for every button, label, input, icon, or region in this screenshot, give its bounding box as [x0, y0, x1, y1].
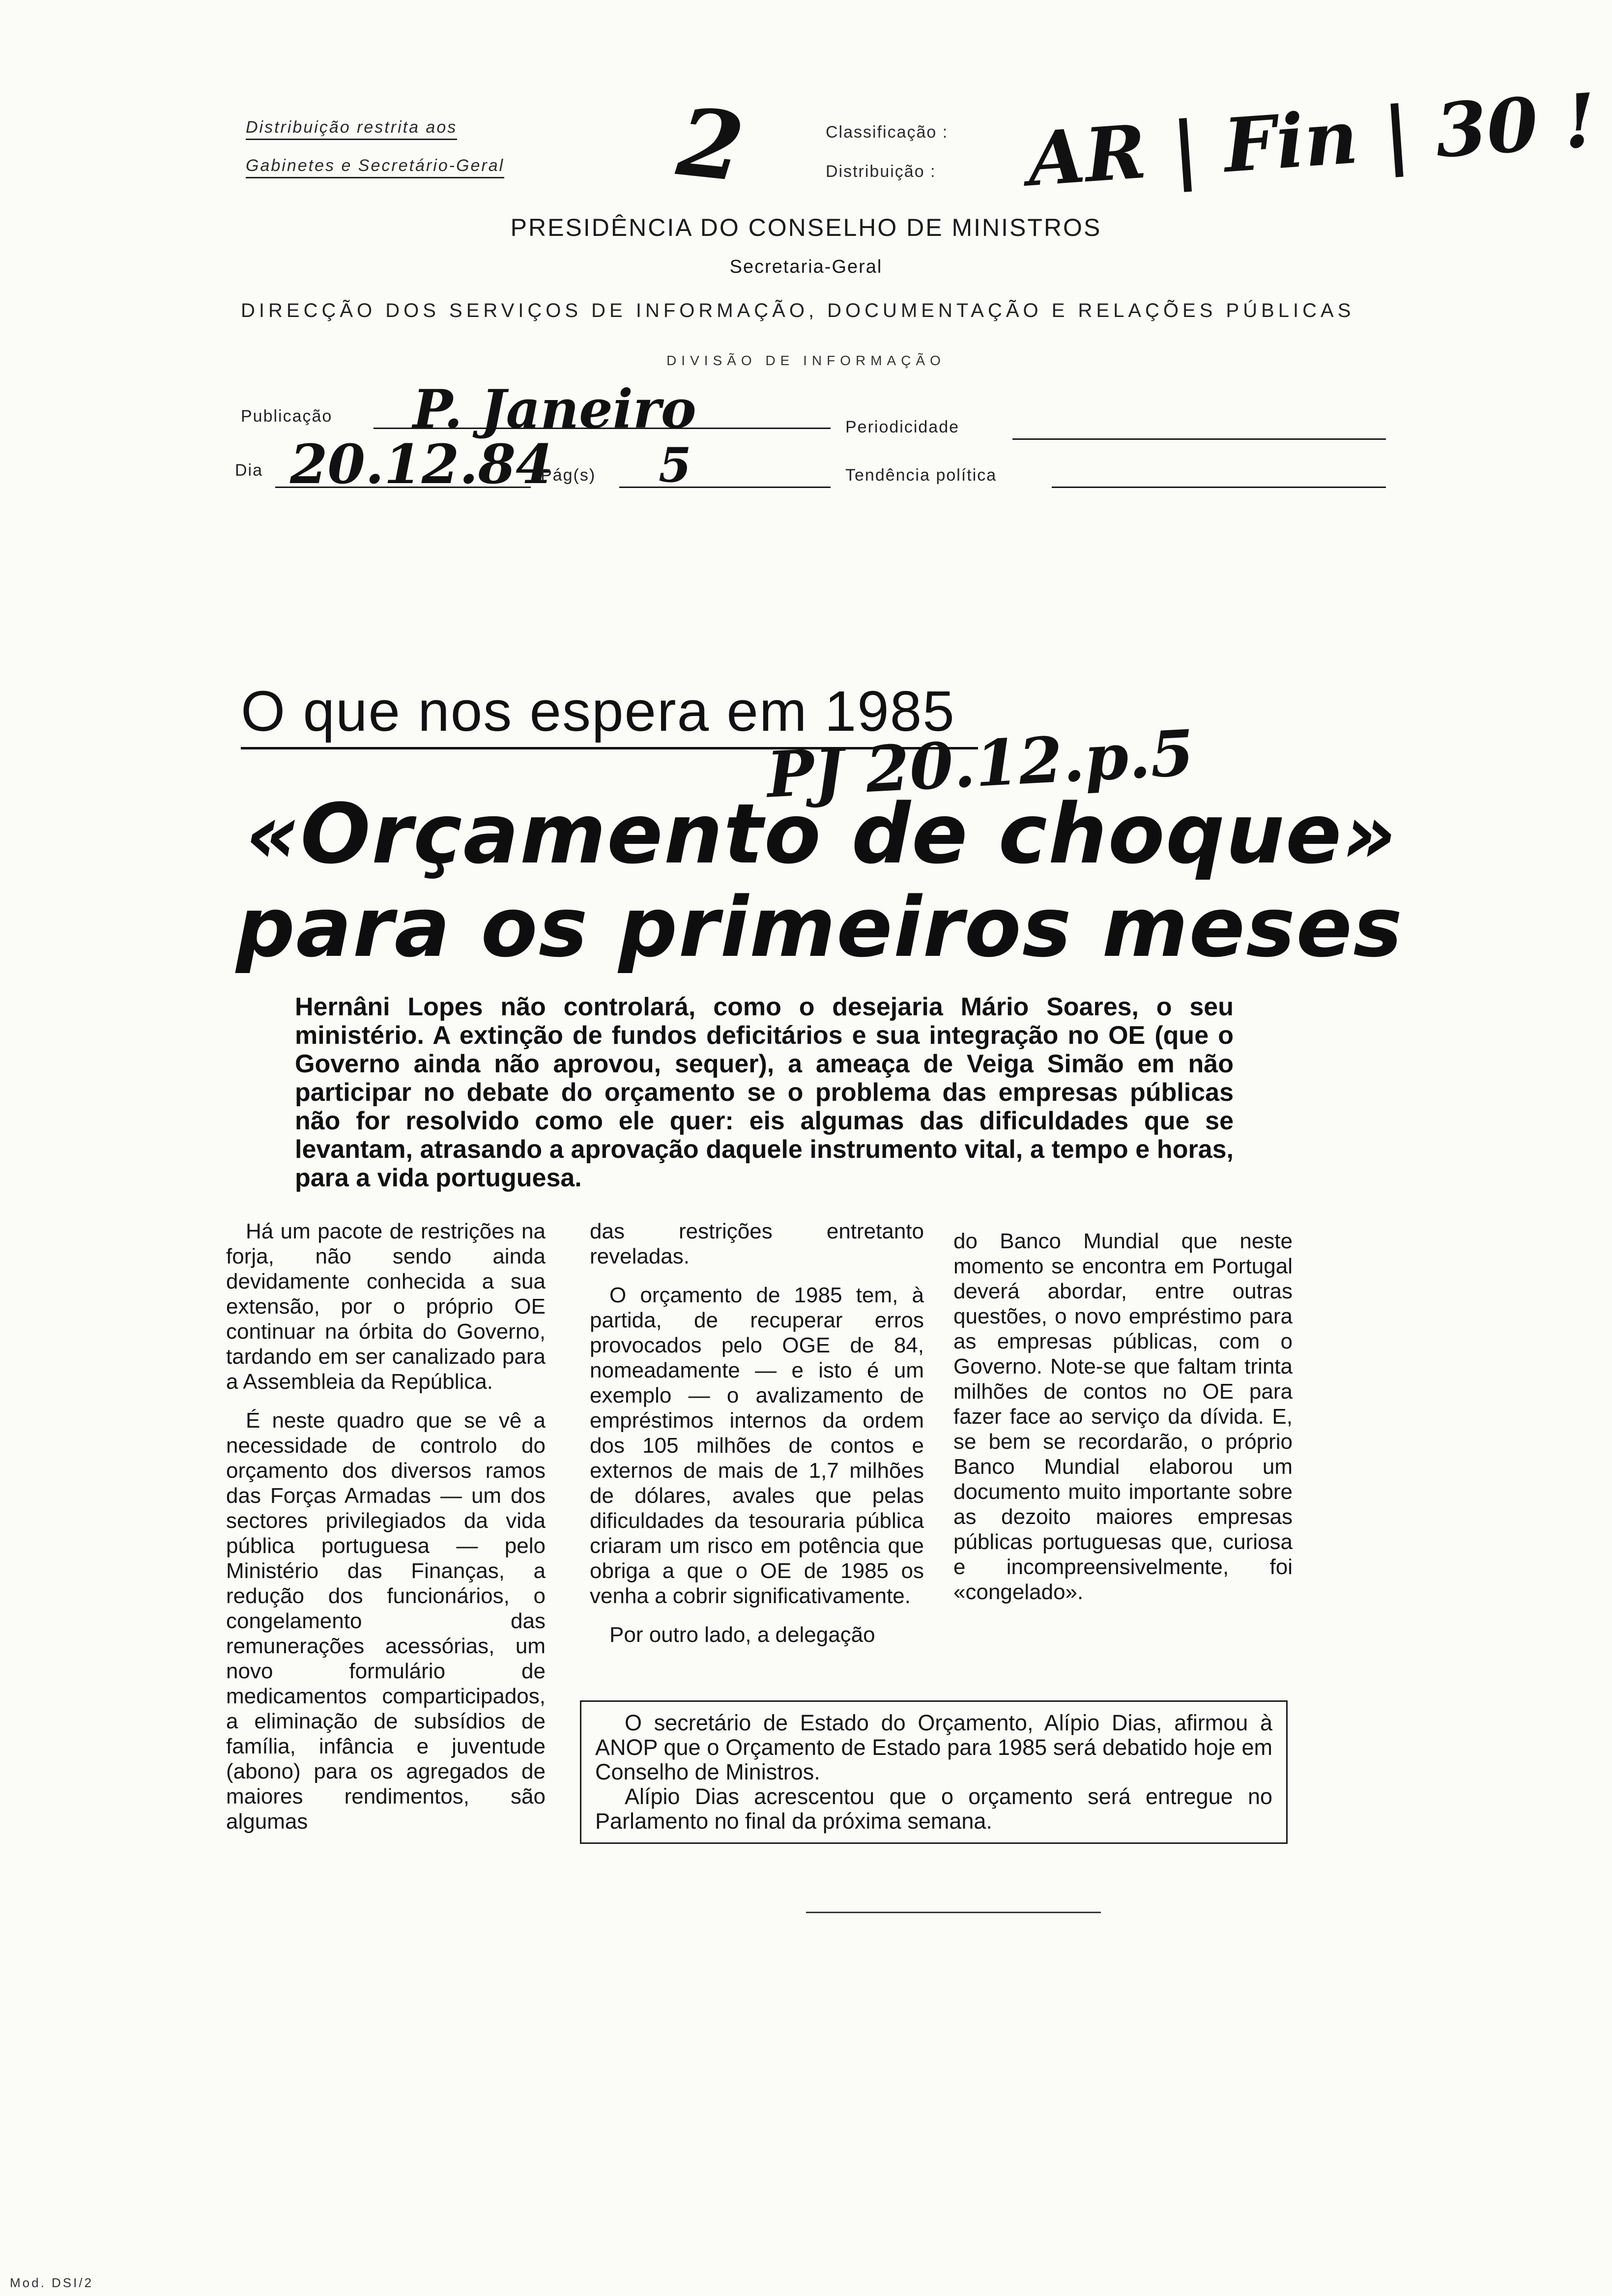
- headline-line-2: para os primeiros meses: [236, 879, 1404, 976]
- handwritten-reference: AR | Fin | 30 !: [1025, 77, 1599, 203]
- institution-title: PRESIDÊNCIA DO CONSELHO DE MINISTROS: [510, 214, 1102, 241]
- division-title: DIVISÃO DE INFORMAÇÃO: [666, 353, 946, 368]
- pages-label: Pág(s): [541, 466, 596, 485]
- directorate-title: DIRECÇÃO DOS SERVIÇOS DE INFORMAÇÃO, DOCUMENTAÇÃO E RELAÇÕES PÚBLICAS: [241, 300, 1355, 321]
- periodicity-label: Periodicidade: [845, 418, 960, 436]
- publication-label: Publicação: [241, 407, 333, 426]
- column-3-paragraph: do Banco Mundial que neste momento se encontra em Portugal deverá abordar, entre outras questões, o novo empréstimo para as empresas públicas, com o Governo. Note-se que faltam trinta milhões de contos no OE para fazer face ao serviço da dívida. E, se bem se recordarão, o próprio Banco Mundial elaborou um documento muito importante sobre as dezoito maiores empresas públicas portuguesas que, curiosa e incompreensivelmente, foi «congelado».: [953, 1229, 1293, 1604]
- article-column-1: [226, 1219, 546, 1848]
- pages-value: 5: [659, 437, 691, 493]
- distribution-line-2-text: Gabinetes e Secretário-Geral: [246, 156, 504, 178]
- day-value: 20.12.84: [290, 432, 553, 496]
- political-tendency-label: Tendência política: [845, 466, 997, 485]
- article-column-2: [590, 1219, 924, 1661]
- distribution-label: Distribuição :: [826, 162, 936, 181]
- column-1-paragraph: Há um pacote de restrições na forja, não sendo ainda devidamente conhecida a sua extensão, por o próprio OE continuar na órbita do Governo, tardando em ser canalizado para a Assembleia da República.: [226, 1219, 546, 1394]
- form-code: Mod. DSI/2: [10, 2275, 94, 2290]
- distribution-line-1-text: Distribuição restrita aos: [246, 118, 457, 140]
- headline-line-1: «Orçamento de choque»: [246, 786, 1397, 882]
- box-note-paragraph: O secretário de Estado do Orçamento, Alípio Dias, afirmou à ANOP que o Orçamento de Estado para 1985 será debatido hoje em Conselho de Ministros.: [595, 1710, 1272, 1784]
- pages-field: [619, 487, 831, 488]
- article-column-3: [953, 1229, 1293, 1618]
- distribution-line-1: [246, 118, 457, 137]
- article-lead: Hernâni Lopes não controlará, como o desejaria Mário Soares, o seu ministério. A extinção de fundos deficitários e sua integração no OE (que o Governo ainda não aprovou, sequer), a ameaça de Veiga Simão em não participar no debate do orçamento se o problema das empresas públicas não for resolvido como ele quer: eis algumas das dificuldades que se levantam, atrasando a aprovação daquele instrumento vital, a tempo e horas, para a vida portuguesa.: [295, 993, 1234, 1192]
- day-label: Dia: [235, 461, 263, 480]
- classification-label: Classificação :: [826, 123, 949, 142]
- article-kicker: O que nos espera em 1985: [241, 679, 955, 743]
- column-2-paragraph: O orçamento de 1985 tem, à partida, de recuperar erros provocados pelo OGE de 84, nomeadamente — e isto é um exemplo — o avalizamento de empréstimos internos da ordem dos 105 milhões de contos e externos de mais de 1,7 milhões de dólares, avales que pelas dificuldades da tesouraria pública criaram um risco em potência que obriga a que o OE de 1985 os venha a cobrir significativamente.: [590, 1283, 924, 1608]
- secretariat-title: Secretaria-Geral: [729, 257, 883, 277]
- handwritten-clipping-note: PJ 20.12.p.5: [765, 716, 1196, 812]
- box-note-paragraph: Alípio Dias acrescentou que o orçamento será entregue no Parlamento no final da próxima semana.: [595, 1784, 1272, 1834]
- periodicity-field: [1012, 438, 1386, 440]
- boxed-news-note: [580, 1700, 1288, 1844]
- column-2-paragraph: das restrições entretanto reveladas.: [590, 1219, 924, 1268]
- handwritten-number: 2: [672, 86, 749, 203]
- publication-value: P. Janeiro: [413, 378, 696, 440]
- column-1-paragraph: É neste quadro que se vê a necessidade de controlo do orçamento dos diversos ramos das Forças Armadas — um dos sectores privilegiados da vida pública portuguesa — pelo Ministério das Finanças, a redução dos funcionários, o congelamento das remunerações acessórias, um novo formulário de medicamentos comparticipados, a eliminação de subsídios de família, infância e juventude (abono) para os agregados de maiores rendimentos, são algumas: [226, 1408, 546, 1834]
- closing-rule: [806, 1912, 1101, 1913]
- political-tendency-field: [1052, 487, 1386, 488]
- column-2-paragraph: Por outro lado, a delegação: [609, 1623, 875, 1647]
- distribution-line-2: [246, 156, 504, 175]
